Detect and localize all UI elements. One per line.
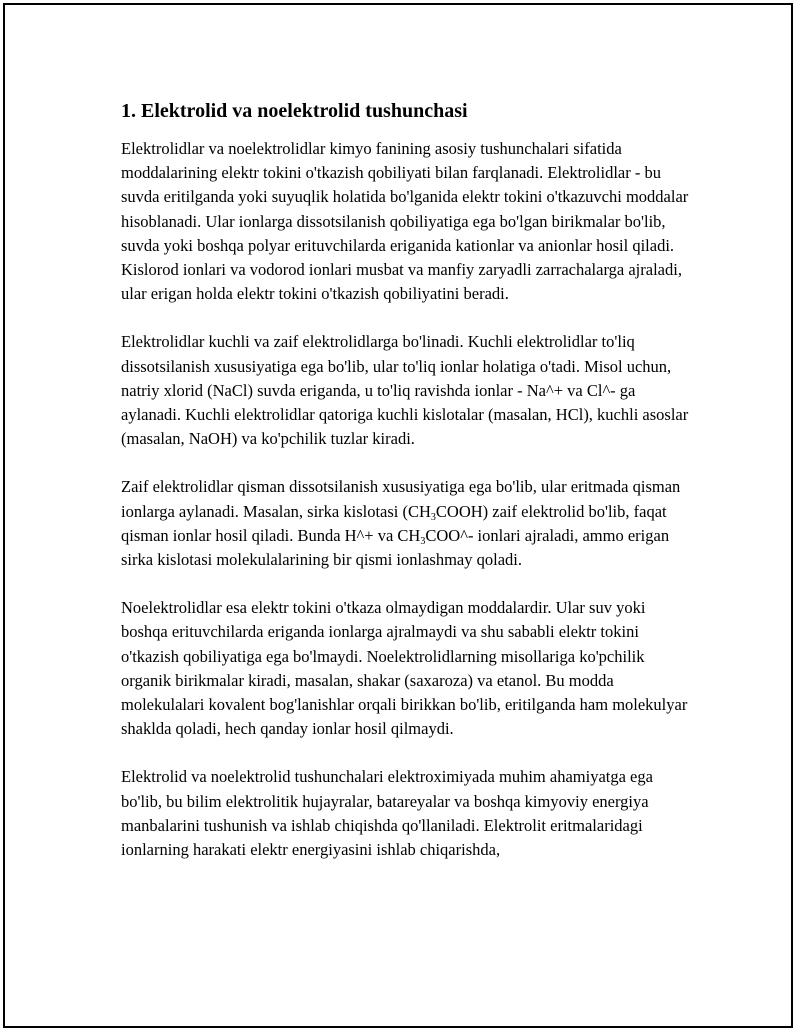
- page-frame: [3, 3, 793, 1028]
- text-segment: COOH) zaif elektrolid bo'lib, faqat qisman ionlar hosil qiladi. Bunda H^+ va CH: [121, 501, 667, 545]
- document-body: [121, 99, 696, 862]
- paragraph-strong-weak-electrolytes: Elektrolidlar kuchli va zaif elektrolidlarga bo'linadi. Kuchli elektrolidlar to'liq dissotsilanish xususiyatiga ega bo'lib, ular to'liq ionlar holatiga o'tadi. Misol uchun, natriy xlorid (NaCl) suvda eriganda, u to'liq ravishda ionlar - Na^+ va Cl^- ga aylanadi. Kuchli elektrolidlar qatoriga kuchli kislotalar (masalan, HCl), kuchli asoslar (masalan, NaOH) va ko'pchilik tuzlar kiradi.: [121, 332, 689, 449]
- paragraph-electrolytes-definition: Elektrolidlar va noelektrolidlar kimyo fanining asosiy tushunchalari sifatida moddalarining elektr tokini o'tkazish qobiliyati bilan farqlanadi. Elektrolidlar - bu suvda eritilganda yoki suyuqlik holatida bo'lganida elektr tokini o'tkazuvchi moddalar hisoblanadi. Ular ionlarga dissotsilanish qobiliyatiga ega bo'lgan birikmalar bo'lib, suvda yoki boshqa polyar erituvchilarda eriganida kationlar va anionlar hosil qiladi. Kislorod ionlari va vodorod ionlari musbat va manfiy zaryadli zarrachalarga ajraladi, ular erigan holda elektr tokini o'tkazish qobiliyatini beradi.: [121, 139, 689, 304]
- paragraph-weak-electrolytes: [121, 475, 696, 572]
- text-segment: Zaif elektrolidlar qisman dissotsilanish xususiyatiga ega bo'lib, ular eritmada qisman ionlarga aylanadi. Masalan, sirka kislotasi (CH: [121, 477, 681, 521]
- subscript: 3: [430, 511, 436, 523]
- section-heading: 1. Elektrolid va noelektrolid tushunchasi: [121, 100, 468, 122]
- subscript: 3: [420, 535, 426, 547]
- paragraph-nonelectrolytes: Noelektrolidlar esa elektr tokini o'tkaza olmaydigan moddalardir. Ular suv yoki boshqa erituvchilarda eriganda ionlarga ajralmaydi va shu sababli elektr tokini o'tkazish qobiliyatiga ega bo'lmaydi. Noelektrolidlarning misollariga ko'pchilik organik birikmalar kiradi, masalan, shakar (saxaroza) va etanol. Bu modda molekulalari kovalent bog'lanishlar orqali birikkan bo'lib, eritilganda ham molekulyar shaklda qoladi, hech qanday ionlar hosil qilmaydi.: [121, 598, 688, 739]
- paragraph-electrochemistry-importance: Elektrolid va noelektrolid tushunchalari elektroximiyada muhim ahamiyatga ega bo'lib, bu bilim elektrolitik hujayralar, batareyalar va boshqa kimyoviy energiya manbalarini tushunish va ishlab chiqishda qo'llaniladi. Elektrolit eritmalaridagi ionlarning harakati elektr energiyasini ishlab chiqarishda,: [121, 767, 653, 860]
- text-segment: COO^- ionlari ajraladi, ammo erigan sirka kislotasi molekulalarining bir qismi ionlashmay qoladi.: [121, 525, 670, 570]
